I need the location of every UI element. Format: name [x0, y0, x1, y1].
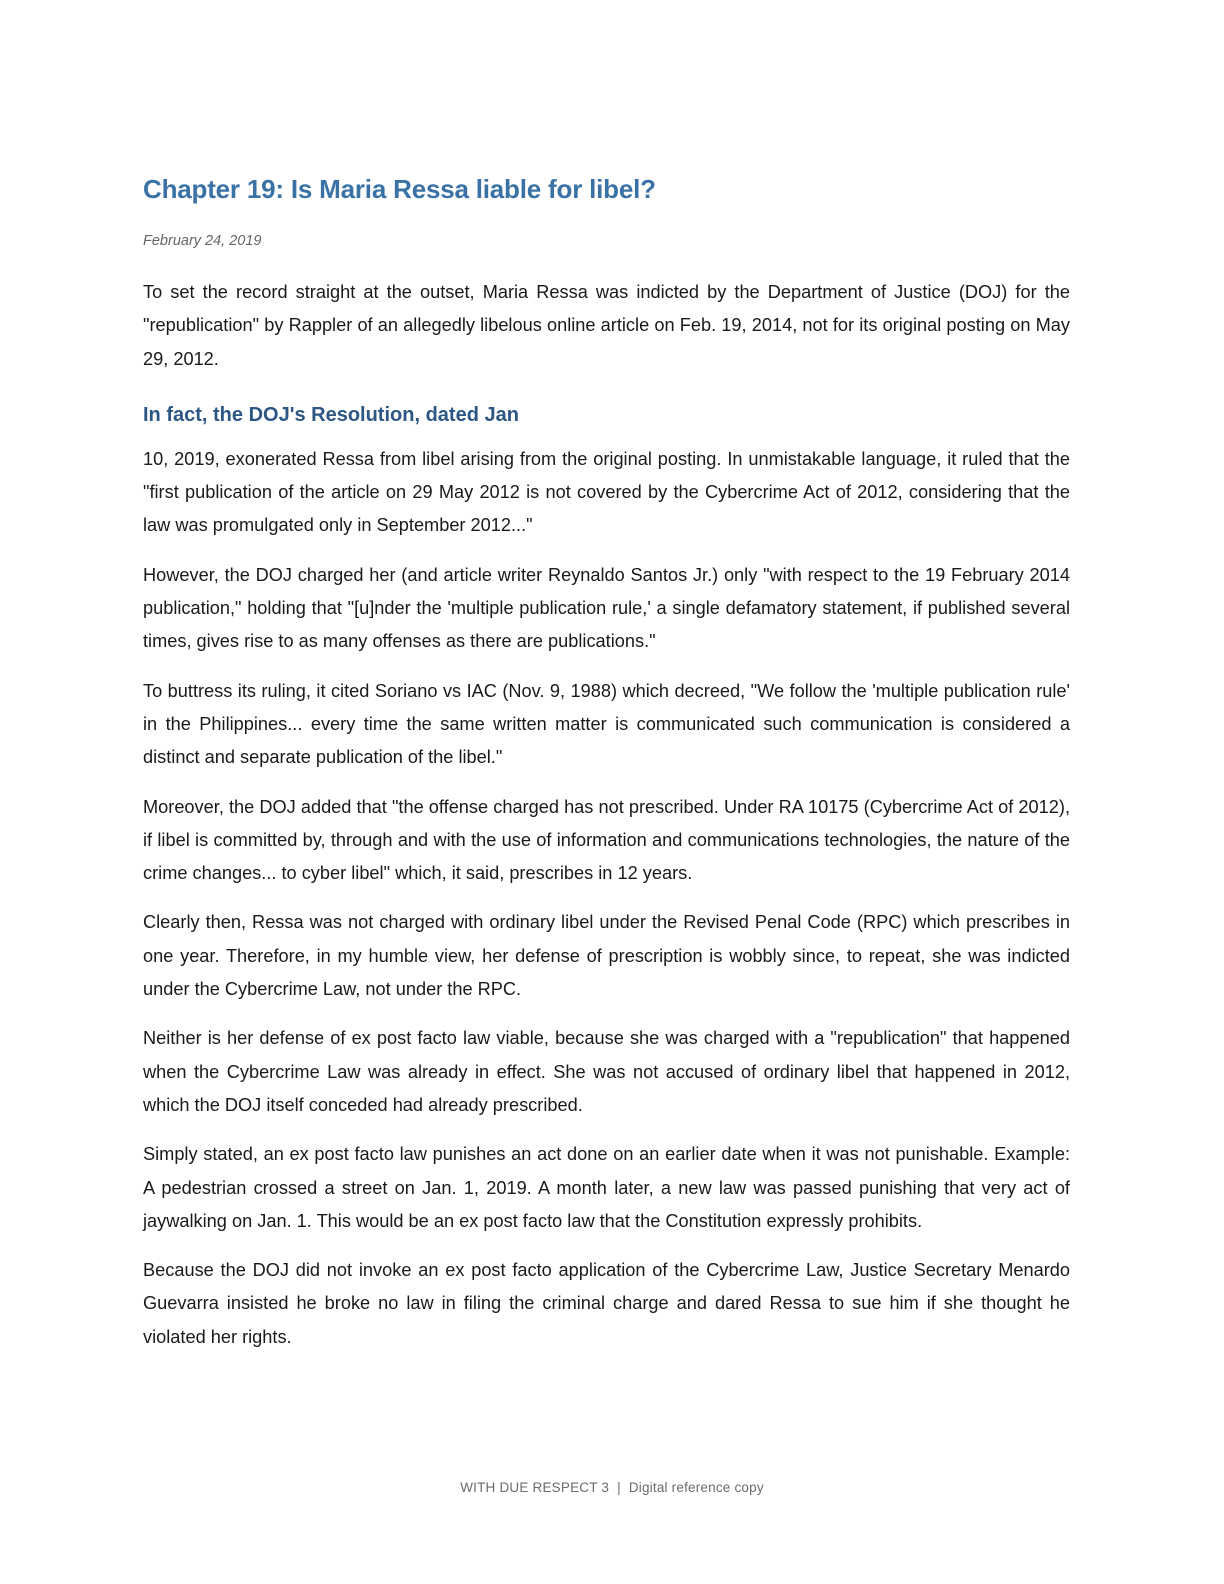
chapter-title: Chapter 19: Is Maria Ressa liable for libel? — [143, 174, 656, 204]
body-paragraph: Neither is her defense of ex post facto law viable, because she was charged with a "republication" that happened when the Cybercrime Law was already in effect. She was not accused of ordinary libel that happened in 2012, which the DOJ itself conceded had already prescribed. — [143, 1028, 1070, 1115]
body-paragraph: To buttress its ruling, it cited Soriano vs IAC (Nov. 9, 1988) which decreed, "We follow the 'multiple publication rule' in the Philippines... every time the same written matter is communicated such communication is considered a distinct and separate publication of the libel." — [143, 680, 1070, 768]
body-paragraph: Because the DOJ did not invoke an ex post facto application of the Cybercrime Law, Justice Secretary Menardo Guevarra insisted he broke no law in filing the criminal charge and dared Ressa to sue him if she thought he violated her rights. — [143, 1260, 1070, 1347]
body-paragraph: 10, 2019, exonerated Ressa from libel arising from the original posting. In unmistakable language, it ruled that the "first publication of the article on 29 May 2012 is not covered by the Cybercrime Act of 2012, considering that the law was promulgated only in September 2012..." — [143, 448, 1070, 536]
footer-copy-label: Digital reference copy — [628, 1480, 764, 1495]
document-page — [143, 170, 1070, 1354]
body-paragraph: However, the DOJ charged her (and article writer Reynaldo Santos Jr.) only "with respect to the 19 February 2014 publication," holding that "[u]nder the 'multiple publication rule,' a single defamatory statement, if published several times, gives rise to as many offenses as there are publications." — [143, 564, 1070, 652]
body-paragraph: Simply stated, an ex post facto law punishes an act done on an earlier date when it was not punishable. Example: A pedestrian crossed a street on Jan. 1, 2019. A month later, a new law was passed punishing that very act of jaywalking on Jan. 1. This would be an ex post facto law that the Constitution expressly prohibits. — [143, 1144, 1070, 1231]
footer-separator: | — [617, 1480, 621, 1495]
intro-paragraph: To set the record straight at the outset, Maria Ressa was indicted by the Department of Justice (DOJ) for the "republication" by Rappler of an allegedly libelous online article on Feb. 19, 2014, not for its original posting on May 29, 2012. — [143, 282, 1070, 369]
footer-book-title: WITH DUE RESPECT 3 — [460, 1480, 610, 1495]
section-subheading: In fact, the DOJ's Resolution, dated Jan — [143, 403, 519, 426]
body-paragraph: Clearly then, Ressa was not charged with ordinary libel under the Revised Penal Code (RPC) which prescribes in one year. Therefore, in my humble view, her defense of prescription is wobbly since, to repeat, she was indicted under the Cybercrime Law, not under the RPC. — [143, 912, 1070, 1000]
publication-date: February 24, 2019 — [143, 233, 262, 249]
page-footer — [0, 1480, 1224, 1495]
body-paragraph: Moreover, the DOJ added that "the offense charged has not prescribed. Under RA 10175 (Cybercrime Act of 2012), if libel is committed by, through and with the use of information and communications technologies, the nature of the crime changes... to cyber libel" which, it said, prescribes in 12 years. — [143, 796, 1070, 884]
